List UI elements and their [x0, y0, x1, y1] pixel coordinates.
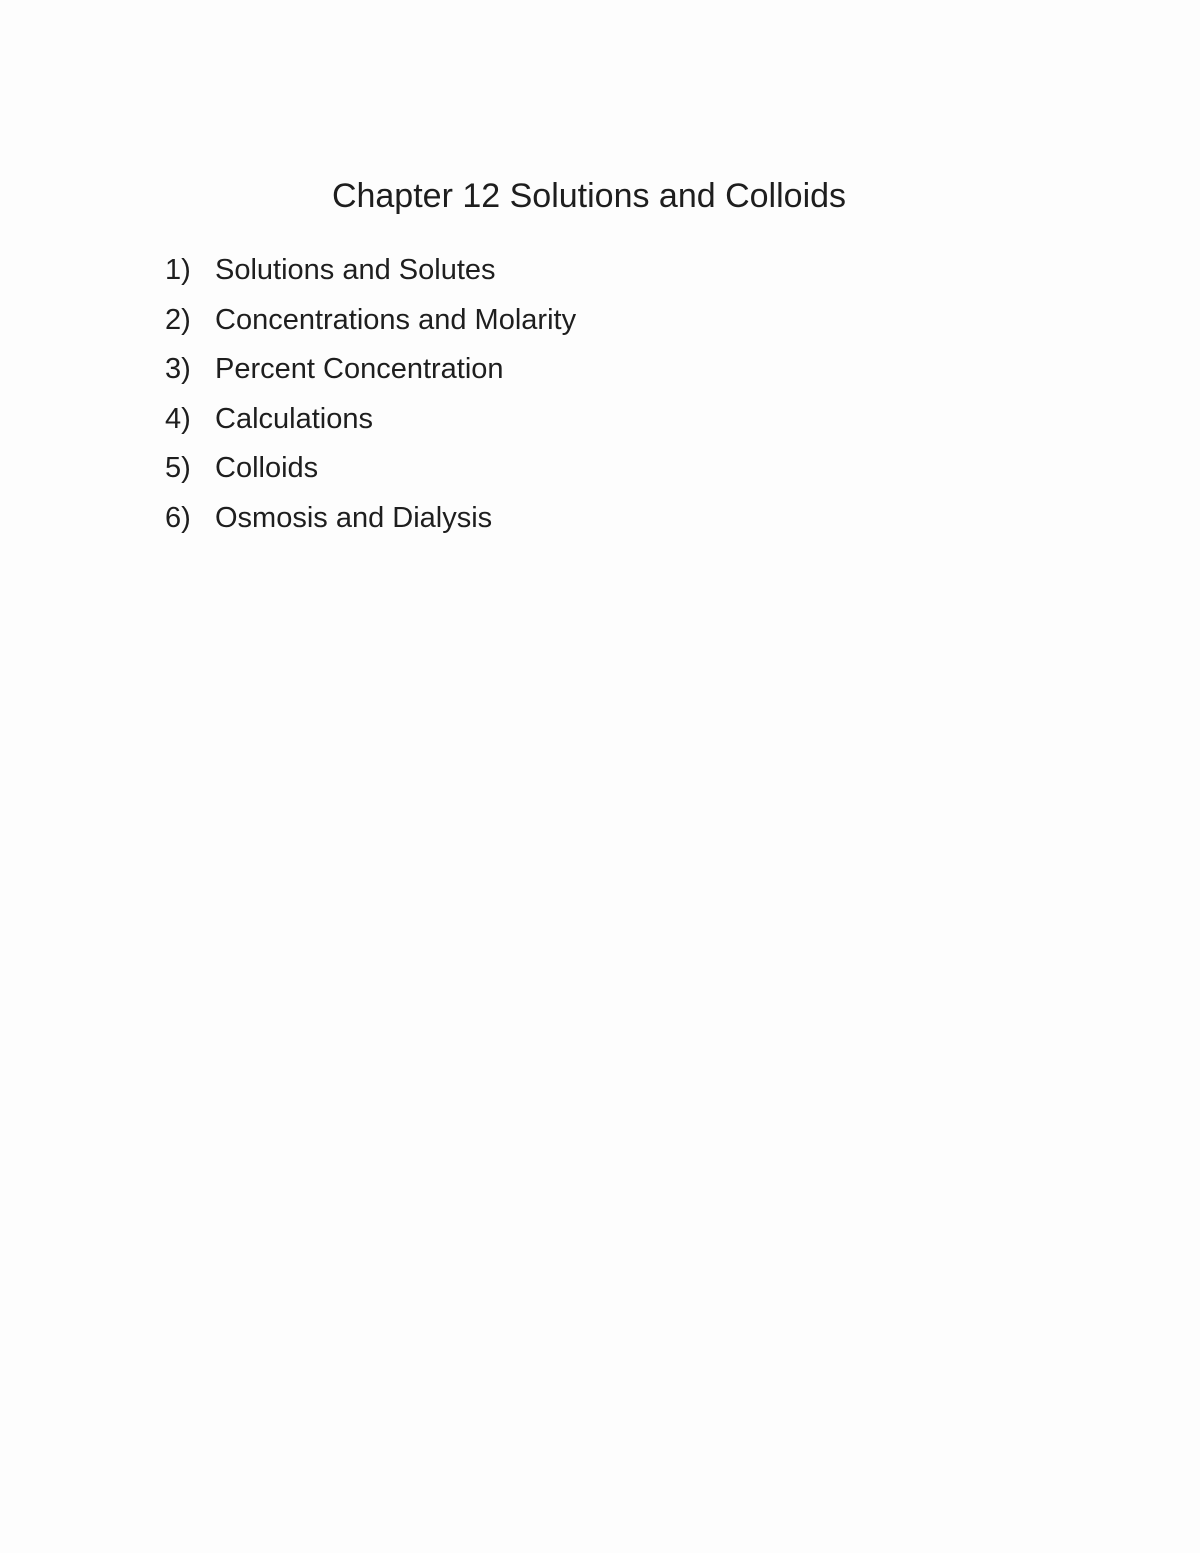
list-item-label: Calculations — [215, 402, 373, 435]
topic-list — [165, 248, 576, 546]
list-item — [165, 496, 576, 546]
list-item-label: Solutions and Solutes — [215, 254, 496, 286]
list-item — [165, 397, 576, 447]
list-item-label: Osmosis and Dialysis — [215, 501, 493, 534]
list-item — [165, 347, 576, 397]
list-item — [165, 298, 576, 348]
list-item-number: 5) — [165, 452, 191, 485]
list-item-label: Colloids — [215, 452, 319, 485]
list-item-number: 2) — [165, 303, 191, 336]
list-item-number: 6) — [165, 501, 191, 534]
list-item-number: 3) — [165, 353, 191, 386]
list-item-label: Concentrations and Molarity — [215, 303, 577, 336]
list-item-number: 1) — [165, 254, 191, 286]
list-item-label: Percent Concentration — [215, 353, 504, 386]
list-item — [165, 248, 576, 298]
list-item — [165, 446, 576, 496]
list-item-number: 4) — [165, 402, 191, 435]
page-title: Chapter 12 Solutions and Colloids — [331, 177, 847, 215]
